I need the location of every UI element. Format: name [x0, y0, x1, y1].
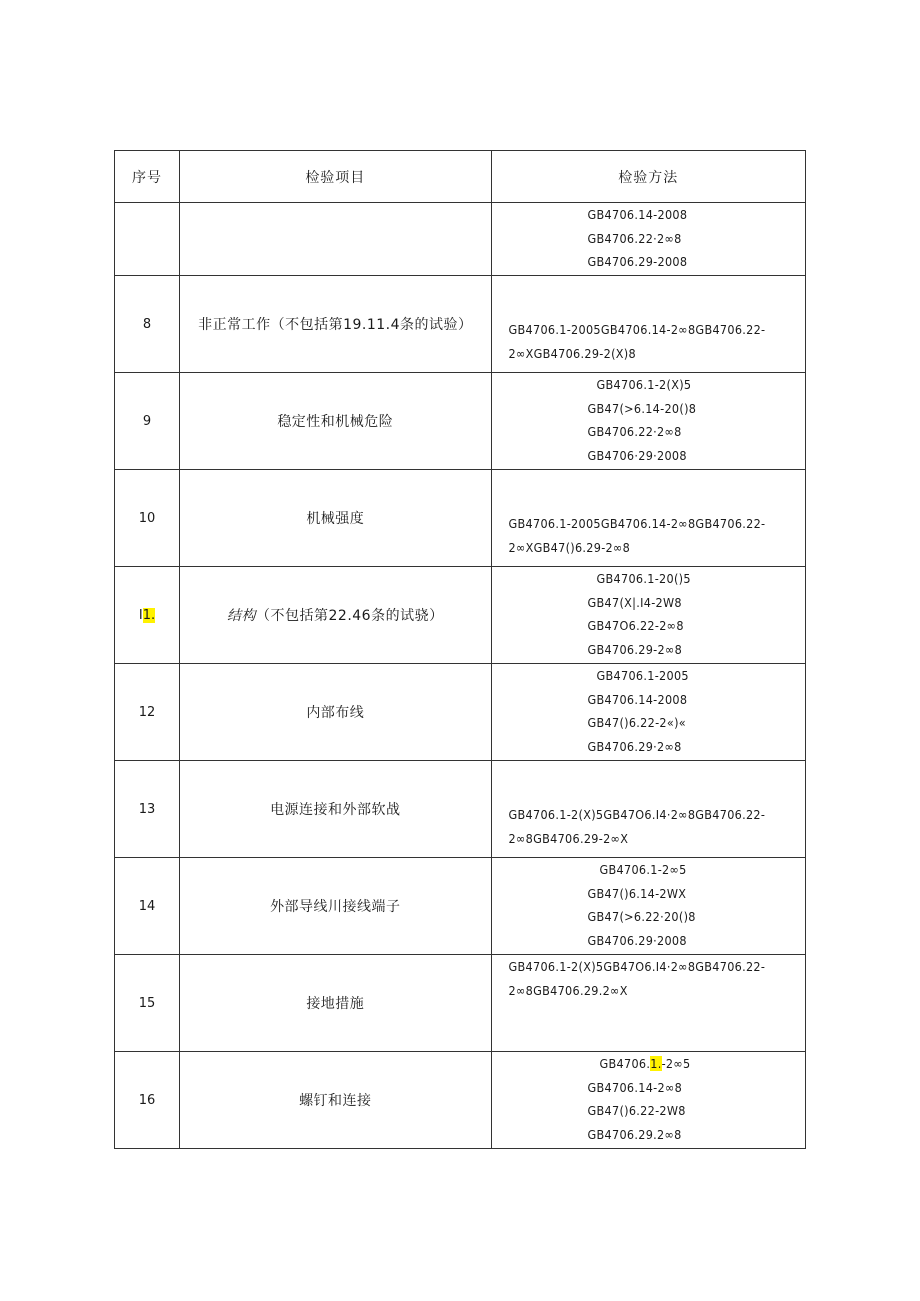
- table-row: [115, 203, 806, 276]
- row-no: [115, 203, 180, 276]
- method-line: GB4706.1-2(X)5GB47O6.I4·2∞8GB4706.22-: [508, 807, 766, 822]
- method-line: GB4706.1-2005: [596, 668, 689, 683]
- row-item: 机械强度: [180, 470, 491, 567]
- row-no: [115, 567, 180, 664]
- method-first-pre: GB4706.: [599, 1056, 651, 1071]
- row-item: 接地措施: [180, 955, 491, 1052]
- row-no: 16: [115, 1052, 180, 1149]
- row-methods: [491, 664, 805, 761]
- row-item: 螺钉和连接: [180, 1052, 491, 1149]
- method-line: GB4706.29.2∞8: [587, 1126, 682, 1142]
- table-row: [115, 664, 806, 761]
- method-line: GB4706.14-2008: [587, 691, 688, 707]
- method-line: GB4706.22·2∞8: [587, 424, 682, 439]
- method-line: GB47(>6.22·20()8: [587, 909, 696, 924]
- method-line: GB4706.1-2005GB4706.14-2∞8GB4706.22-: [508, 322, 766, 337]
- table-row: [115, 470, 806, 567]
- method-line: 2∞XGB4706.29-2(X)8: [508, 345, 636, 361]
- row-no: 15: [115, 955, 180, 1052]
- method-line: GB4706.29-2008: [587, 254, 688, 269]
- row-no: 10: [115, 470, 180, 567]
- row-no: 14: [115, 858, 180, 955]
- method-line: GB47(>6.14-20()8: [587, 400, 697, 416]
- row-item-text: 结构（不包括第22.46条的试骁）: [227, 608, 444, 624]
- row-item: 内部布线: [180, 664, 491, 761]
- row-methods: [491, 955, 805, 1052]
- method-line: GB4706.29·2∞8: [587, 738, 682, 754]
- method-line: GB4706.29-2∞8: [587, 641, 683, 657]
- method-line: GB4706.1-2005GB4706.14-2∞8GB4706.22-: [508, 516, 766, 531]
- method-line: 2∞8GB4706.29-2∞X: [508, 830, 629, 846]
- method-line: GB4706.14-2∞8: [587, 1079, 683, 1095]
- row-no: 9: [115, 373, 180, 470]
- method-line: GB47()6.14-2WX: [587, 885, 687, 901]
- method-line: 2∞XGB47()6.29-2∞8: [508, 539, 631, 555]
- row-methods: [491, 858, 805, 955]
- row-no: 12: [115, 664, 180, 761]
- method-line: GB4706.29·2008: [587, 932, 687, 948]
- method-first-highlight: 1.: [650, 1056, 662, 1071]
- table-row: [115, 1052, 806, 1149]
- header-method: 检验方法: [491, 151, 805, 203]
- row-no-highlight: 1.: [142, 607, 156, 623]
- row-methods: [491, 203, 805, 276]
- method-line: GB4706.1-20()5: [596, 571, 691, 586]
- row-item: 非正常工作（不包括第19.11.4条的试验）: [180, 276, 491, 373]
- row-item: 电源连接和外部软战: [180, 761, 491, 858]
- method-first-post: -2∞5: [661, 1056, 691, 1071]
- header-no: 序号: [115, 151, 180, 203]
- table-row: [115, 276, 806, 373]
- row-methods: [491, 373, 805, 470]
- method-line: GB47O6.22-2∞8: [587, 618, 684, 633]
- method-line: GB4706.1-2∞5: [599, 862, 687, 877]
- row-methods: [491, 276, 805, 373]
- method-line: GB4706.14-2008: [587, 207, 688, 222]
- table-row: [115, 567, 806, 664]
- inspection-table: [114, 150, 806, 1149]
- method-line: GB47()6.22-2«)«: [587, 715, 686, 730]
- method-line: GB4706.22·2∞8: [587, 230, 682, 246]
- table-row: [115, 955, 806, 1052]
- table-row: [115, 761, 806, 858]
- row-no: 13: [115, 761, 180, 858]
- header-item: 检验项目: [180, 151, 491, 203]
- row-methods: [491, 1052, 805, 1149]
- row-item: [180, 567, 491, 664]
- method-line: GB47(X|.I4-2W8: [587, 594, 682, 610]
- method-line: [588, 1052, 805, 1076]
- method-line: GB4706.1-2(X)5: [596, 377, 692, 392]
- method-line: GB4706.1-2(X)5GB47O6.I4·2∞8GB4706.22-: [508, 959, 766, 974]
- row-no-prefix: I: [138, 607, 143, 623]
- method-line: 2∞8GB4706.29.2∞X: [508, 982, 628, 998]
- method-line: GB47()6.22-2W8: [587, 1103, 686, 1118]
- row-item: 外部导线川接线端子: [180, 858, 491, 955]
- table-row: [115, 858, 806, 955]
- table-header-row: [115, 151, 806, 203]
- row-methods: [491, 470, 805, 567]
- method-line: GB4706·29·2008: [587, 447, 687, 463]
- row-item: [180, 203, 491, 276]
- row-item: 稳定性和机械危险: [180, 373, 491, 470]
- row-no: 8: [115, 276, 180, 373]
- row-methods: [491, 761, 805, 858]
- row-methods: [491, 567, 805, 664]
- table-row: [115, 373, 806, 470]
